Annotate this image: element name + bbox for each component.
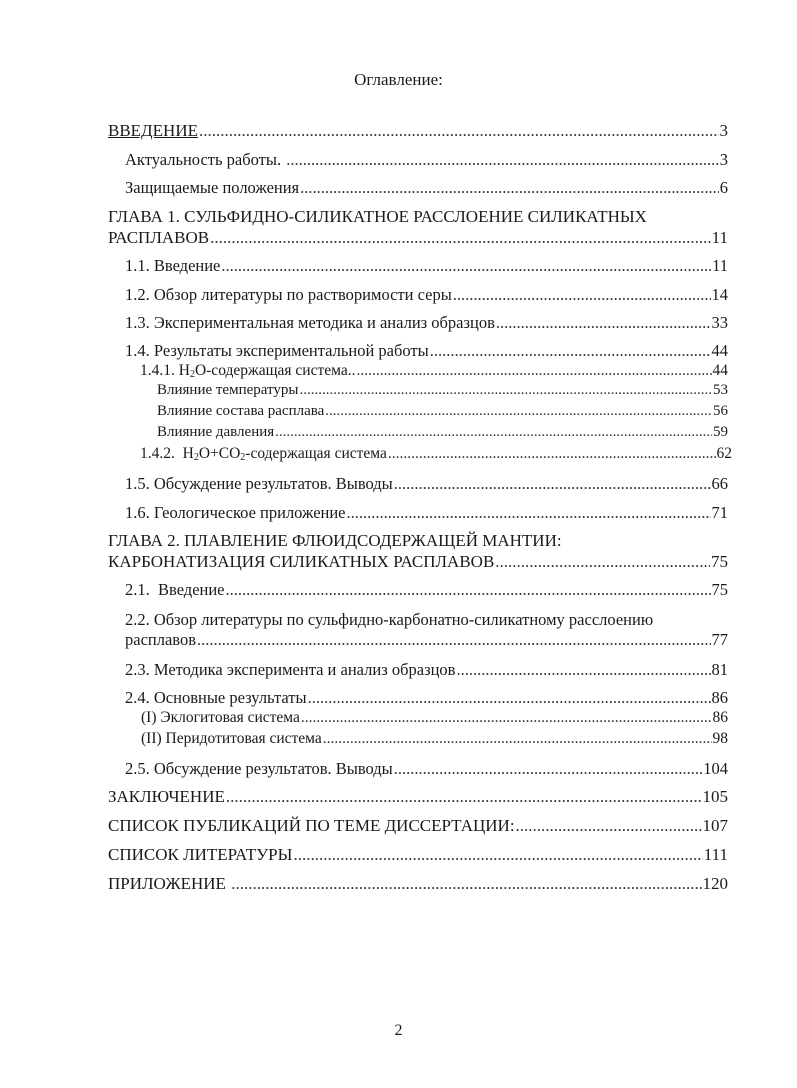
toc-entry-appendix[interactable] bbox=[108, 874, 728, 894]
toc-page-number: 86 bbox=[712, 709, 728, 726]
toc-page-number: 86 bbox=[711, 688, 728, 707]
toc-entry-pressure[interactable] bbox=[157, 424, 728, 441]
toc-entry-label: РАСПЛАВОВ bbox=[108, 228, 210, 247]
toc-page-number: 11 bbox=[711, 228, 728, 247]
toc-entry-label: Влияние состава расплава bbox=[157, 403, 325, 419]
toc-page-number: 53 bbox=[713, 382, 728, 398]
toc-page-number: 105 bbox=[702, 787, 728, 806]
toc-entry-label: Влияние давления bbox=[157, 424, 275, 440]
toc-entry-label: Актуальность работы. bbox=[125, 150, 286, 169]
toc-entry-1-4-1[interactable] bbox=[140, 362, 728, 380]
toc-entry-label: 2.1. Введение bbox=[125, 580, 225, 599]
toc-entry-2-4[interactable] bbox=[125, 688, 728, 708]
toc-entry-label: СПИСОК ПУБЛИКАЦИЙ ПО ТЕМЕ ДИССЕРТАЦИИ: bbox=[108, 816, 515, 835]
toc-page-number: 56 bbox=[713, 403, 728, 419]
toc-entry-label: 1.4.1. $H_2O$-содержащая система.. bbox=[140, 362, 356, 380]
toc-entry-label: 1.4. Результаты экспериментальной работы bbox=[125, 341, 429, 360]
toc-entry-chapter1[interactable] bbox=[108, 228, 728, 248]
toc-page-number: 81 bbox=[711, 660, 728, 679]
toc-entry-label: 1.3. Экспериментальная методика и анализ образцов bbox=[125, 313, 495, 332]
toc-page-number: 66 bbox=[711, 474, 728, 493]
toc-entry-label: ЗАКЛЮЧЕНИЕ bbox=[108, 787, 225, 806]
toc-page-number: 75 bbox=[711, 580, 728, 599]
toc-page-number: 62 bbox=[716, 445, 732, 462]
toc-page-number: 6 bbox=[719, 178, 728, 197]
toc-entry-2-3[interactable] bbox=[125, 660, 728, 680]
toc-entry-melt-composition[interactable] bbox=[157, 403, 728, 420]
toc-entry-1-4[interactable] bbox=[125, 341, 728, 361]
toc-entry-relevance[interactable] bbox=[125, 150, 728, 170]
toc-entry-2-2-line1: 2.2. Обзор литературы по сульфидно-карбонатно-силикатному расслоению bbox=[125, 610, 654, 629]
toc-page-number: 44 bbox=[712, 362, 728, 379]
toc-entry-label: 1.6. Геологическое приложение bbox=[125, 503, 346, 522]
toc-entry-label: Защищаемые положения bbox=[125, 178, 300, 197]
toc-entry-1-1[interactable] bbox=[125, 256, 728, 276]
toc-entry-2-5[interactable] bbox=[125, 759, 728, 779]
toc-page-number: 111 bbox=[703, 845, 728, 864]
toc-entry-publications[interactable] bbox=[108, 816, 728, 836]
toc-page-number: 3 bbox=[719, 150, 728, 169]
toc-entry-temperature[interactable] bbox=[157, 382, 728, 399]
toc-entry-label: расплавов bbox=[125, 630, 197, 649]
toc-entry-conclusion[interactable] bbox=[108, 787, 728, 807]
toc-entry-chapter1-line1: ГЛАВА 1. СУЛЬФИДНО-СИЛИКАТНОЕ РАССЛОЕНИЕ СИЛИКАТНЫХ bbox=[108, 207, 647, 226]
toc-entry-label: 1.5. Обсуждение результатов. Выводы bbox=[125, 474, 393, 493]
toc-page-number: 104 bbox=[703, 759, 728, 778]
toc-page-number: 14 bbox=[711, 285, 728, 304]
toc-page-number: 59 bbox=[713, 424, 728, 440]
toc-entry-defended[interactable] bbox=[125, 178, 728, 198]
toc-entry-label: Влияние температуры bbox=[157, 382, 299, 398]
toc-page-number: 44 bbox=[711, 341, 728, 360]
toc-entry-label: 2.3. Методика эксперимента и анализ образцов bbox=[125, 660, 456, 679]
toc-page-number: 77 bbox=[711, 630, 728, 649]
toc-entry-1-5[interactable] bbox=[125, 474, 728, 494]
page-title: Оглавление: bbox=[354, 70, 443, 89]
toc-entry-references[interactable] bbox=[108, 845, 728, 865]
toc-page-number: 3 bbox=[719, 121, 728, 140]
toc-entry-1-2[interactable] bbox=[125, 285, 728, 305]
toc-entry-intro[interactable] bbox=[108, 121, 728, 141]
toc-entry-label: 2.4. Основные результаты bbox=[125, 688, 307, 707]
toc-entry-eclogite[interactable] bbox=[141, 709, 728, 727]
toc-entry-label: 1.4.2. $H_2O+CO_2$-содержащая система bbox=[140, 445, 387, 463]
page-number: 2 bbox=[394, 1022, 403, 1039]
toc-entry-label: (II) Перидотитовая система bbox=[141, 730, 322, 747]
toc-entry-2-1[interactable] bbox=[125, 580, 728, 600]
toc-entry-1-6[interactable] bbox=[125, 503, 728, 523]
toc-entry-chapter2-line1: ГЛАВА 2. ПЛАВЛЕНИЕ ФЛЮИДСОДЕРЖАЩЕЙ МАНТИИ: bbox=[108, 531, 562, 550]
toc-entry-label: 1.2. Обзор литературы по растворимости серы bbox=[125, 285, 452, 304]
toc-entry-label: ПРИЛОЖЕНИЕ bbox=[108, 874, 231, 893]
toc-entry-label: 1.1. Введение bbox=[125, 256, 221, 275]
toc-entry-1-3[interactable] bbox=[125, 313, 728, 333]
toc-entry-peridotite[interactable] bbox=[141, 730, 728, 748]
toc-entry-label: СПИСОК ЛИТЕРАТУРЫ bbox=[108, 845, 293, 864]
toc-page-number: 71 bbox=[711, 503, 728, 522]
toc-entry-chapter2[interactable] bbox=[108, 552, 728, 572]
toc-page-number: 107 bbox=[702, 816, 728, 835]
toc-entry-2-2[interactable] bbox=[125, 630, 728, 650]
toc-entry-label: 2.5. Обсуждение результатов. Выводы bbox=[125, 759, 393, 778]
toc-entry-label: КАРБОНАТИЗАЦИЯ СИЛИКАТНЫХ РАСПЛАВОВ bbox=[108, 552, 495, 571]
toc-page-number: 11 bbox=[712, 256, 728, 275]
toc-page-number: 98 bbox=[712, 730, 728, 747]
toc-entry-label: (I) Эклогитовая система bbox=[141, 709, 300, 726]
toc-page-number: 33 bbox=[711, 313, 728, 332]
toc-page-number: 75 bbox=[711, 552, 728, 571]
toc-entry-label: ВВЕДЕНИЕ bbox=[108, 121, 198, 140]
toc-page-number: 120 bbox=[702, 874, 728, 893]
toc-entry-1-4-2[interactable] bbox=[140, 445, 732, 463]
